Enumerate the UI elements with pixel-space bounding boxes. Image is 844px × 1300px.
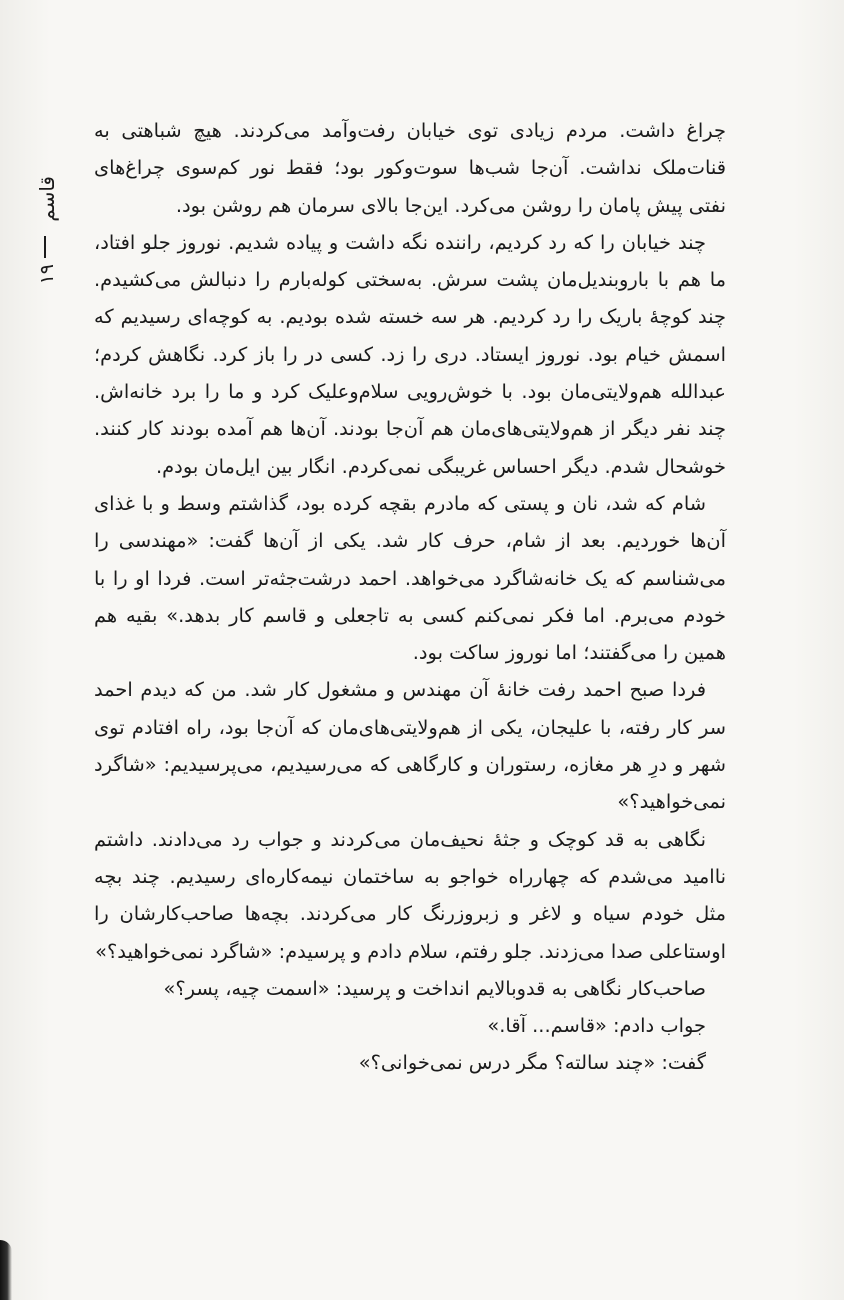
body-text xyxy=(94,112,726,1082)
running-head-title: قاسم xyxy=(35,176,59,222)
paragraph: گفت: «چند سالته؟ مگر درس نمی‌خوانی؟» xyxy=(358,1051,706,1075)
running-head xyxy=(22,176,72,306)
page-number: ۱۹ xyxy=(36,264,58,285)
page-edge-shadow xyxy=(0,1240,12,1300)
paragraph: نگاهی به قد کوچک و جثهٔ نحیف‌مان می‌کردند و جواب رد می‌دادند. داشتم ناامید می‌شدم که چهارراه خواجو به ساختمان نیمه‌کاره‌ای رسیدیم. چند بچه مثل خودم سیاه و لاغر و زبروزرنگ کار می‌کردند. بچه‌ها صاحب‌کارشان را اوستاعلی صدا می‌زدند. جلو رفتم، سلام دادم و پرسیدم: «شاگرد نمی‌خواهید؟» xyxy=(94,827,726,963)
paragraph: چند خیابان را که رد کردیم، راننده نگه داشت و پیاده شدیم. نوروز جلو افتاد، ما هم با باروبندیل‌مان پشت سرش. به‌سختی کوله‌بارم را دنبالش می‌کشیدم. چند کوچهٔ باریک را رد کردیم. هر سه خسته شده بودیم. به کوچه‌ای رسیدیم که اسمش خیام بود. نوروز ایستاد. دری را زد. کسی در را باز کرد. نگاهش کردم؛ عبدالله هم‌ولایتی‌مان بود. با خوش‌رویی سلام‌وعلیک کرد و ما را برد خانه‌اش. چند نفر دیگر از هم‌ولایتی‌های‌مان هم آن‌جا بودند. آن‌ها هم آمده بودند کار کنند. خوشحال شدم. دیگر احساس غریبگی نمی‌کردم. انگار بین ایل‌مان بودم. xyxy=(94,230,726,478)
running-head-divider xyxy=(44,236,46,258)
paragraph: شام که شد، نان و پستی که مادرم بقچه کرده بود، گذاشتم وسط و با غذای آن‌ها خوردیم. بعد از شام، حرف کار شد. یکی از آن‌ها گفت: «مهندسی را می‌شناسم که یک خانه‌شاگرد می‌خواهد. احمد درشت‌جثه‌تر است. فردا او را با خودم می‌برم. اما فکر نمی‌کنم کسی به تاجعلی و قاسم کار بدهد.» بقیه هم همین را می‌گفتند؛ اما نوروز ساکت بود. xyxy=(94,491,726,665)
paragraph: جواب دادم: «قاسم... آقا.» xyxy=(487,1014,706,1038)
paragraph: فردا صبح احمد رفت خانهٔ آن مهندس و مشغول کار شد. من که دیدم احمد سر کار رفته، با علیجان، یکی از هم‌ولایتی‌های‌مان که آن‌جا بود، راه افتادم توی شهر و درِ هر مغازه، رستوران و کارگاهی که می‌رسیدیم، می‌پرسیدیم: «شاگرد نمی‌خواهید؟» xyxy=(94,678,726,814)
paragraph: صاحب‌کار نگاهی به قدوبالایم انداخت و پرسید: «اسمت چیه، پسر؟» xyxy=(163,976,706,1000)
paragraph: چراغ داشت. مردم زیادی توی خیابان رفت‌وآمد می‌کردند. هیچ شباهتی به قنات‌ملک نداشت. آن‌جا شب‌ها سوت‌وکور بود؛ فقط نور کم‌سوی چراغ‌های نفتی پیش پامان را روشن می‌کرد. این‌جا بالای سرمان هم روشن بود. xyxy=(94,119,726,217)
